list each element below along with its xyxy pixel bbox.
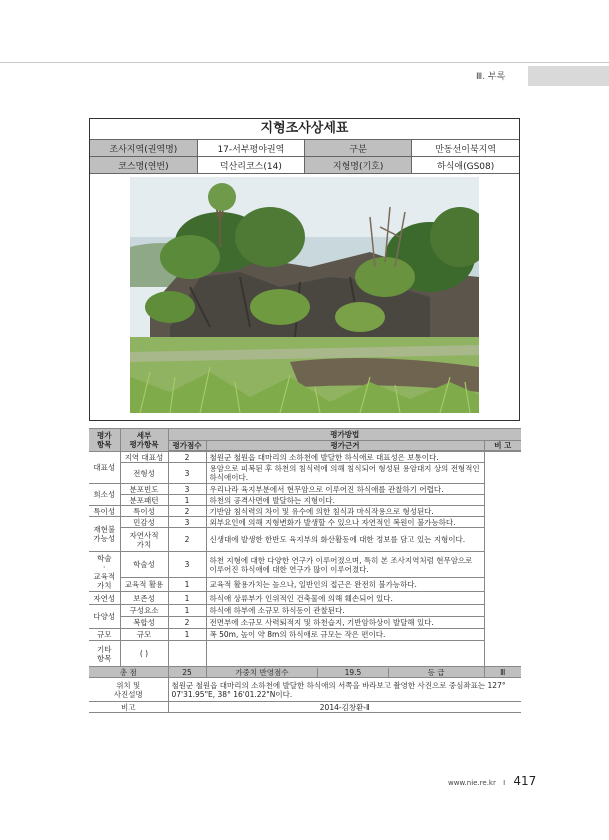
page-number: 417 xyxy=(513,774,537,788)
basis-cell: 우리나라 육지부분에서 현무암으로 이루어진 하식애를 관찰하기 어렵다. xyxy=(206,484,484,495)
sub-cell: 지역 대표성 xyxy=(120,452,168,463)
sub-cell: 분포패턴 xyxy=(120,495,168,506)
header-score: 평가점수 xyxy=(168,441,206,451)
total-summary xyxy=(206,667,484,678)
sub-cell: ( ) xyxy=(120,641,168,667)
eval-header-row xyxy=(89,429,521,441)
sub-cell: 구성요소 xyxy=(120,605,168,617)
info-value: 덕산리코스(14) xyxy=(197,157,304,174)
table-row xyxy=(89,452,521,463)
weighted-value: 19.5 xyxy=(318,668,388,677)
footer-separator: I xyxy=(503,779,506,787)
sub-text: 자연사적 가치 xyxy=(129,530,159,549)
info-row xyxy=(90,140,519,157)
category-cell: 다양성 xyxy=(89,605,120,629)
score-cell: 2 xyxy=(168,452,206,463)
header-item xyxy=(89,429,120,452)
sub-cell: 학술성 xyxy=(120,552,168,578)
category-cell: 대표성 xyxy=(89,452,120,484)
info-table xyxy=(90,139,519,174)
sub-cell: 규모 xyxy=(120,629,168,641)
basis-cell: 기반암 침식력의 차이 및 유수에 의한 침식과 마식작용으로 형성된다. xyxy=(206,506,484,517)
table-row xyxy=(89,517,521,528)
table-row xyxy=(89,506,521,517)
grade-value: Ⅲ xyxy=(484,667,521,678)
category-cell xyxy=(89,517,120,552)
score-cell: 3 xyxy=(168,517,206,528)
sub-cell xyxy=(120,528,168,552)
sub-cell: 분포빈도 xyxy=(120,484,168,495)
basis-cell: 하천 지형에 대한 다양한 연구가 이루어졌으며, 특히 본 조사지역처럼 현무암으로 이루어진 하식애에 대한 연구가 많이 이루어졌다. xyxy=(206,552,484,578)
total-row xyxy=(89,667,521,678)
category-cell xyxy=(89,641,120,667)
sub-cell: 특이성 xyxy=(120,506,168,517)
score-cell: 1 xyxy=(168,495,206,506)
basis-cell: 신생대에 발생한 한반도 육지부의 화산활동에 대한 정보를 담고 있는 지형이다. xyxy=(206,528,484,552)
score-cell: 1 xyxy=(168,592,206,605)
category-text: 학술 · 교육적 가치 xyxy=(93,553,116,590)
category-text: 재현불 가능성 xyxy=(93,525,116,543)
category-cell: 규모 xyxy=(89,629,120,641)
score-cell: 3 xyxy=(168,552,206,578)
chapter-label: Ⅲ. 부록 xyxy=(476,72,506,82)
info-label: 지형명(기호) xyxy=(305,157,412,174)
score-cell: 1 xyxy=(168,605,206,617)
table-row xyxy=(89,578,521,592)
sub-cell: 민감성 xyxy=(120,517,168,528)
note-row xyxy=(89,702,521,713)
score-cell: 2 xyxy=(168,617,206,629)
basis-cell: 철원군 철원읍 대마리의 소하천에 발달한 하식애로 대표성은 보통이다. xyxy=(206,452,484,463)
location-label-text: 위치 및 사진설명 xyxy=(113,680,143,699)
sub-cell: 교육적 활용 xyxy=(120,578,168,592)
header-basis: 평가근거 xyxy=(206,441,484,451)
category-cell: 희소성 xyxy=(89,484,120,506)
table-row xyxy=(89,605,521,617)
table-row xyxy=(89,592,521,605)
basis-cell: 교육적 활용가치는 높으나, 일반인의 접근은 완전히 불가능하다. xyxy=(206,578,484,592)
table-row xyxy=(89,463,521,484)
location-label xyxy=(89,678,168,702)
header-sub xyxy=(120,429,168,452)
basis-cell: 하식애 하부에 소규모 하식동이 관찰된다. xyxy=(206,605,484,617)
grade-label: 등 급 xyxy=(427,667,445,677)
total-value: 25 xyxy=(168,667,206,678)
category-text: 기타 항목 xyxy=(97,644,112,663)
score-cell xyxy=(168,641,206,667)
info-value: 하식애(GS08) xyxy=(412,157,519,174)
table-row xyxy=(89,629,521,641)
basis-cell: 용암으로 피복된 후 하천의 침식력에 의해 침식되어 형성된 용암대지 상의 전형적인 하식애이다. xyxy=(206,463,484,484)
header-item-text: 평가 항목 xyxy=(97,431,112,449)
category-cell: 특이성 xyxy=(89,506,120,517)
category-cell: 자연성 xyxy=(89,592,120,605)
note-text: 2014-김창환-Ⅱ xyxy=(168,702,521,713)
location-text: 철원군 철원읍 대마리의 소하천에 발달한 하식애의 서쪽을 바라보고 촬영한 사진으로 중심좌표는 127° 07'31.95"E, 38° 16'01.22"N이다. xyxy=(168,678,521,702)
site-url: www.nie.re.kr xyxy=(448,779,496,787)
sheet-title: 지형조사상세표 xyxy=(90,119,519,140)
table-row xyxy=(89,641,521,667)
top-rule xyxy=(0,62,609,63)
note-label: 비고 xyxy=(89,702,168,713)
note-cell xyxy=(484,452,521,667)
basis-cell: 하천의 공격사면에 발달하는 지형이다. xyxy=(206,495,484,506)
basis-cell: 외부요인에 의해 지형변화가 발생할 수 있으나 자연적인 복원이 불가능하다. xyxy=(206,517,484,528)
total-label: 총 점 xyxy=(89,667,168,678)
basis-cell: 하식애 상류부가 인위적인 건축물에 의해 훼손되어 있다. xyxy=(206,592,484,605)
table-row xyxy=(89,528,521,552)
info-row xyxy=(90,157,519,174)
table-row xyxy=(89,484,521,495)
table-row xyxy=(89,617,521,629)
header-note: 비 고 xyxy=(484,441,521,451)
table-row xyxy=(89,552,521,578)
sub-cell: 보존성 xyxy=(120,592,168,605)
evaluation-table xyxy=(89,428,521,713)
weighted-label: 가중치 반영점수 xyxy=(207,668,319,677)
sub-cell: 전형성 xyxy=(120,463,168,484)
header-method: 평가방법 xyxy=(168,429,521,441)
score-cell: 1 xyxy=(168,578,206,592)
basis-cell: 전면부에 소규모 사력퇴적지 및 하천습지, 기반암하상이 발달해 있다. xyxy=(206,617,484,629)
location-row xyxy=(89,678,521,702)
table-row xyxy=(89,495,521,506)
score-cell: 2 xyxy=(168,506,206,517)
chapter-tab-bar xyxy=(528,66,609,86)
sub-cell: 복합성 xyxy=(120,617,168,629)
score-cell: 1 xyxy=(168,629,206,641)
info-label: 코스명(연번) xyxy=(90,157,197,174)
info-value: 만동선이북지역 xyxy=(412,140,519,157)
score-cell: 2 xyxy=(168,528,206,552)
header-sub-text: 세부 평가항목 xyxy=(129,431,159,449)
category-cell xyxy=(89,552,120,592)
landform-photo xyxy=(130,177,479,413)
score-cell: 3 xyxy=(168,484,206,495)
info-value: 17-서부평야권역 xyxy=(197,140,304,157)
page-footer xyxy=(448,774,536,788)
chapter-header xyxy=(0,66,609,86)
score-cell: 3 xyxy=(168,463,206,484)
basis-cell: 폭 50m, 높이 약 8m의 하식애로 규모는 작은 편이다. xyxy=(206,629,484,641)
info-label: 조사지역(권역명) xyxy=(90,140,197,157)
info-label: 구분 xyxy=(305,140,412,157)
basis-cell xyxy=(206,641,484,667)
